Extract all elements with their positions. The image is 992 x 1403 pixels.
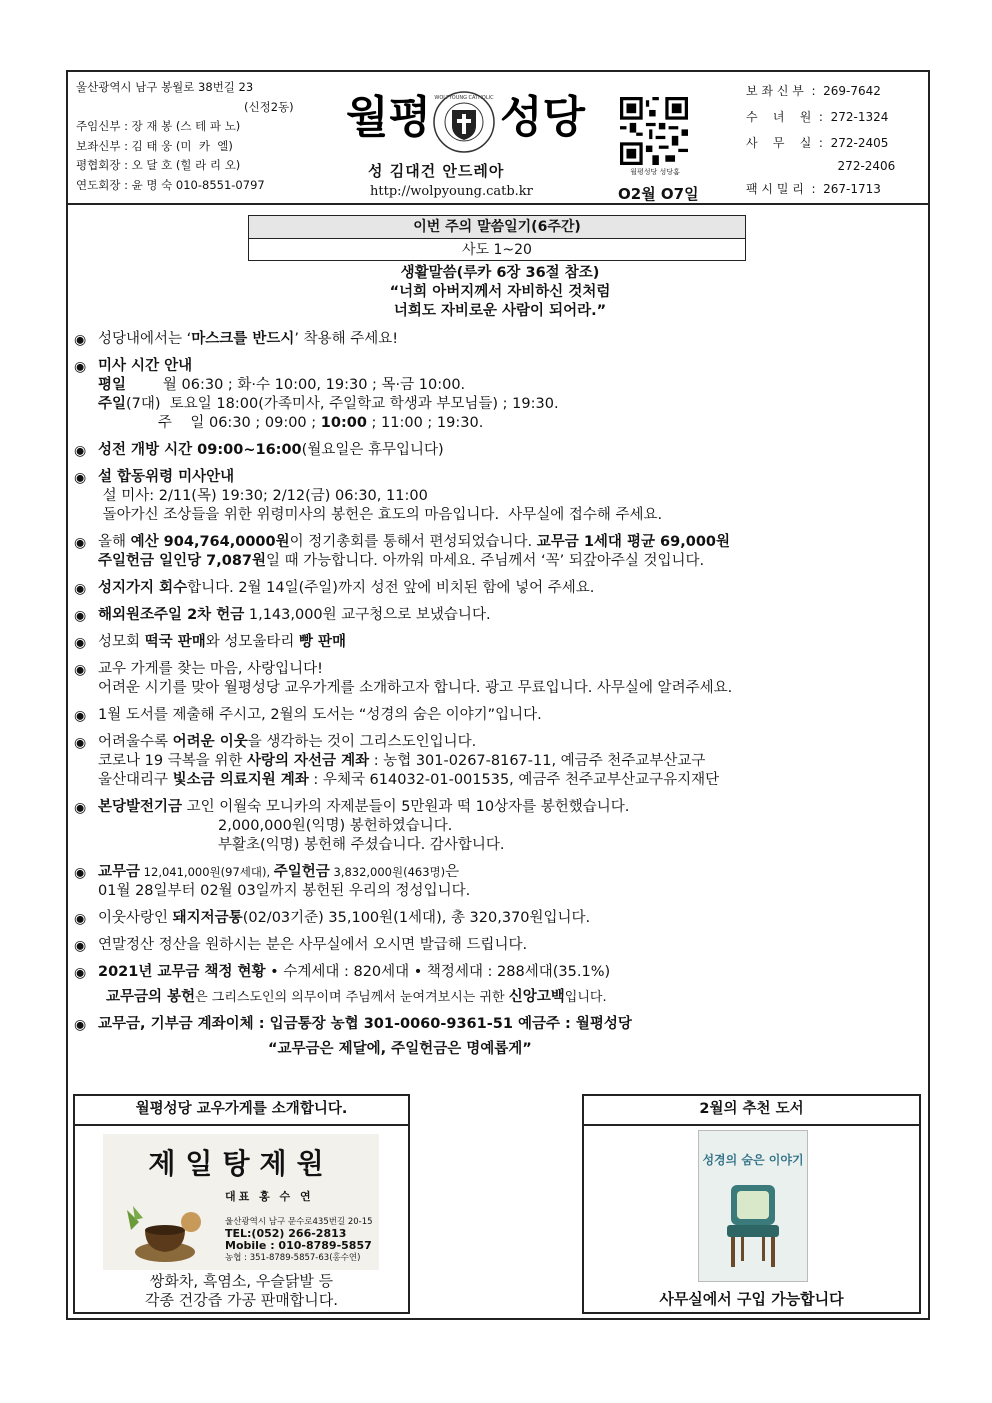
bullet-icon: ◉: [74, 865, 87, 881]
notice-charity: ◉ 어려울수록 어려운 이웃을 생각하는 것이 그리스도인입니다. 코로나 19 극복을 위한 사랑의 자선금 계좌 : 농협 301-0267-8167-11, 예금주 천주교부산교구 울산대리구 빛소금 의료지원 계좌 : 우체국 614032-01-001535, 예금주 천주교부산교구유지재단: [74, 734, 720, 788]
title-right: 성당: [500, 92, 586, 143]
store-name: 제일탕제원: [148, 1147, 334, 1180]
herbal-tea-icon: [117, 1200, 213, 1264]
notice-mask: ◉ 성당내에서는 ‘마스크를 반드시’ 착용해 주세요!: [74, 331, 399, 348]
book-title: 성경의 숨은 이야기: [702, 1153, 804, 1167]
bullet-icon: ◉: [74, 535, 87, 551]
notice-tax: ◉ 연말정산 정산을 원하시는 분은 사무실에서 오시면 발급해 드립니다.: [74, 937, 528, 954]
chair-icon: [717, 1179, 789, 1273]
header-left-info: [76, 78, 294, 195]
recommended-book-head: 2월의 추천 도서: [584, 1096, 919, 1126]
bullet-icon: ◉: [74, 938, 87, 954]
church-title: [346, 90, 586, 150]
bullet-icon: ◉: [74, 470, 87, 486]
store-caption: 쌍화차, 흑염소, 우슬닭발 등 각종 건강즙 가공 판매합니다.: [145, 1272, 338, 1309]
bullet-icon: ◉: [74, 581, 87, 597]
contact-2: 수 녀 원 : 272-1324: [746, 110, 889, 124]
notice-dues-2021: ◉ 2021년 교무금 책정 현황 • 수계세대 : 820세대 • 책정세대 : 288세대(35.1%) 교무금의 봉헌은 그리스도인의 의무이며 주님께서 눈여겨보시는 귀한 신앙고백입니다.: [74, 964, 611, 1005]
contact-3: 사 무 실 : 272-2405: [746, 136, 889, 150]
notice-offering: ◉ 교무금 12,041,000원(97세대), 주일헌금 3,832,000원(463명)은 01월 28일부터 02월 03일까지 봉헌된 우리의 정성입니다.: [74, 864, 471, 899]
parish-store-box: [73, 1094, 410, 1314]
notice-transfer: ◉ 교무금, 기부금 계좌이체 : 입금통장 농협 301-0060-9361-51 예금주 : 월평성당 “교무금은 제달에, 주일헌금은 명예롭게”: [74, 1016, 632, 1057]
contact-5: 팩 시 밀 리 : 267-1713: [746, 182, 881, 196]
header-contacts: [746, 78, 895, 202]
contact-1: 보 좌 신 부 : 269-7642: [746, 84, 881, 98]
church-emblem-icon: [432, 90, 496, 154]
notice-development-fund: ◉ 본당발전기금 고인 이월숙 모니카의 자제분들이 5만원과 떡 10상자를 봉헌했습니다. 2,000,000원(익명) 봉헌하였습니다. 부활초(익명) 봉헌해 주셨습니다. 감사합니다.: [74, 799, 630, 853]
church-url[interactable]: http://wolpyoung.catb.kr: [370, 184, 533, 199]
notice-budget: ◉ 올해 예산 904,764,0000원이 정기총회를 통해서 편성되었습니다. 교무금 1세대 평균 69,000원 주일헌금 일인당 7,087원일 때 가능합니다. 아까워 마세요. 주님께서 ‘꼭’ 되갚아주실 것입니다.: [74, 534, 731, 569]
notice-parish-store: ◉ 교우 가게를 찾는 마음, 사랑입니다! 어려운 시기를 맞아 월평성당 교우가게를 소개하고자 합니다. 광고 무료입니다. 사무실에 알려주세요.: [74, 661, 733, 696]
clergy-3: 평협회장 : 오 달 호 (힐 라 리 오): [76, 158, 241, 172]
notice-lunar-memorial: ◉ 설 합동위령 미사안내 설 미사: 2/11(목) 19:30; 2/12(금) 06:30, 11:00 돌아가신 조상들을 위한 위령미사의 봉헌은 효도의 마음입니다. 사무실에 접수해 주세요.: [74, 469, 663, 523]
life-word-line-2: 너희도 자비로운 사람이 되어라.”: [393, 303, 607, 319]
issue-date: O2월 O7일: [618, 185, 699, 203]
book-cover: [698, 1130, 808, 1282]
clergy-2: 보좌신부 : 김 태 웅 (미 카 엘): [76, 138, 233, 153]
bullet-icon: ◉: [74, 608, 87, 624]
parish-store-head: 월평성당 교우가게를 소개합니다.: [75, 1096, 408, 1126]
store-owner: 대표 홍 수 연: [225, 1190, 314, 1203]
bullet-icon: ◉: [74, 1017, 87, 1033]
life-word-ref: 생활말씀(루카 6장 36절 참조): [400, 265, 600, 281]
notice-chapel-hours: ◉ 성전 개방 시간 09:00~16:00(월요일은 휴무입니다): [74, 442, 444, 459]
bullet-icon: ◉: [74, 359, 87, 375]
life-word-line-1: “너희 아버지께서 자비하신 것처럼: [389, 284, 611, 300]
mass-title: 미사 시간 안내: [98, 358, 193, 374]
qr-code-icon[interactable]: [620, 97, 688, 165]
bullet-icon: ◉: [74, 800, 87, 816]
notice-list: [74, 330, 924, 1067]
weekly-scripture-passage: 사도 1~20: [462, 242, 532, 258]
weekly-scripture-title: 이번 주의 말씀일기(6주간): [249, 216, 745, 239]
business-card: [103, 1134, 379, 1270]
contact-4: 272-2406: [746, 159, 896, 173]
patron-saint: 성 김대건 안드레아: [368, 162, 505, 180]
bullet-icon: ◉: [74, 332, 87, 348]
notice-books: ◉ 1월 도서를 제출해 주시고, 2월의 도서는 “성경의 숨은 이야기”입니다.: [74, 707, 542, 724]
store-info: 울산광역시 남구 문수로435번길 20-15 TEL:(052) 266-2813 Mobile : 010-8789-5857 농협 : 351-8789-5857-63(홍수연): [225, 1217, 373, 1263]
clergy-4: 연도회장 : 윤 명 숙 010-8551-0797: [76, 177, 265, 192]
notice-sale: ◉ 성모회 떡국 판매와 성모울타리 빵 판매: [74, 634, 347, 651]
book-caption: 사무실에서 구입 가능합니다: [659, 1290, 844, 1308]
bullet-icon: ◉: [74, 735, 87, 751]
bullet-icon: ◉: [74, 708, 87, 724]
life-word: [300, 264, 700, 321]
title-left: 월평: [346, 92, 432, 143]
weekly-scripture-box: [248, 215, 746, 261]
bullet-icon: ◉: [74, 911, 87, 927]
notice-piggy-bank: ◉ 이웃사랑인 돼지저금통(02/03기준) 35,100원(1세대), 총 320,370원입니다.: [74, 910, 591, 927]
notice-palm: ◉ 성지가지 회수합니다. 2월 14일(주일)까지 성전 앞에 비치된 함에 넣어 주세요.: [74, 580, 595, 597]
clergy-1: 주임신부 : 장 재 봉 (스 테 파 노): [76, 119, 241, 133]
bullet-icon: ◉: [74, 635, 87, 651]
notice-mass-times: ◉ 미사 시간 안내 평일 월 06:30 ; 화·수 10:00, 19:30 ; 목·금 10:00. 주일(7대) 토요일 18:00(가족미사, 주일학교 학생과 부모님들) ; 19:30. 주 일 06:30 ; 09:00 ; 10:00 ; 11:00 ; 19:30.: [74, 357, 924, 433]
recommended-book-box: [582, 1094, 921, 1314]
notice-overseas-aid: ◉ 해외원조주일 2차 헌금 1,143,000원 교구청으로 보냈습니다.: [74, 607, 491, 624]
bullet-icon: ◉: [74, 443, 87, 459]
bullet-icon: ◉: [74, 965, 87, 981]
svg-text:WOLPYOUNG CATHOLIC: WOLPYOUNG CATHOLIC: [434, 95, 494, 101]
church-address: 울산광역시 남구 봉월로 38번길 23: [76, 80, 254, 94]
header-divider: [66, 203, 930, 205]
bullet-icon: ◉: [74, 662, 87, 678]
church-address-2: (신정2동): [244, 99, 294, 114]
qr-caption: 월평성당 성당홈: [630, 168, 680, 176]
